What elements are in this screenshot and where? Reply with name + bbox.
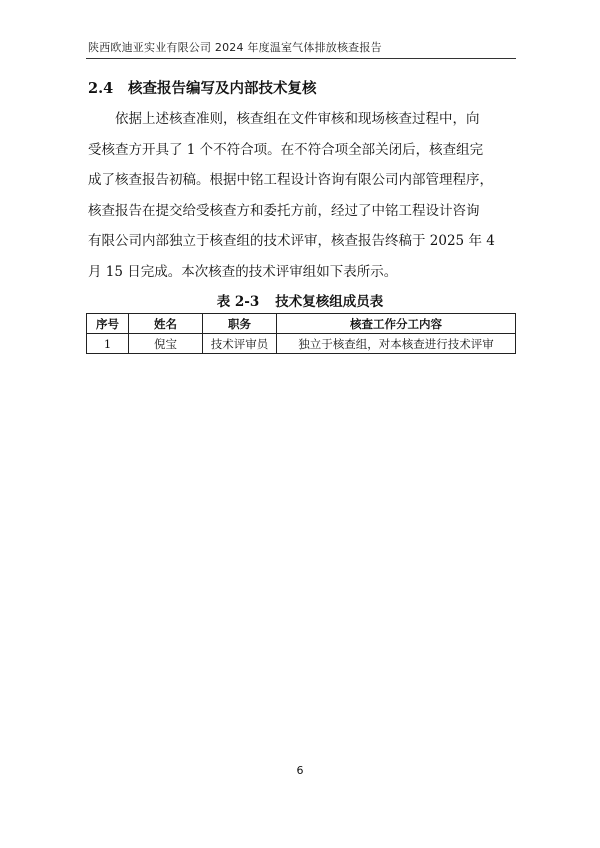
table-caption-title: 技术复核组成员表	[275, 294, 384, 310]
cell-duties: 独立于核查组，对本核查进行技术评审	[277, 334, 516, 354]
cell-index: 1	[87, 334, 129, 354]
section-heading	[88, 77, 317, 98]
table-header-row	[87, 314, 516, 334]
table-caption-number: 表 2-3	[216, 294, 260, 310]
paragraph-line: 核查报告在提交给受核查方和委托方前，经过了中铭工程设计咨询	[88, 202, 480, 219]
column-header-index: 序号	[87, 314, 129, 334]
table-caption	[0, 290, 600, 310]
page-number: 6	[296, 764, 304, 777]
paragraph-line: 月 15 日完成。本次核查的技术评审组如下表所示。	[88, 263, 398, 280]
cell-position: 技术评审员	[203, 334, 277, 354]
paragraph-line: 受核查方开具了 1 个不符合项。在不符合项全部关闭后，核查组完	[88, 141, 484, 158]
header-divider	[86, 58, 516, 59]
review-team-table	[86, 313, 516, 354]
table-row	[87, 334, 516, 354]
section-title: 核查报告编写及内部技术复核	[128, 80, 317, 97]
paragraph-line: 依据上述核查准则，核查组在文件审核和现场核查过程中，向	[88, 111, 480, 127]
running-header: 陕西欧迪亚实业有限公司 2024 年度温室气体排放核查报告	[88, 41, 382, 54]
body-paragraph	[88, 104, 516, 287]
section-number: 2.4	[88, 80, 114, 97]
column-header-name: 姓名	[129, 314, 203, 334]
paragraph-line: 有限公司内部独立于核查组的技术评审，核查报告终稿于 2025 年 4	[88, 233, 495, 249]
cell-name: 倪宝	[129, 334, 203, 354]
column-header-position: 职务	[203, 314, 277, 334]
paragraph-line: 成了核查报告初稿。根据中铭工程设计咨询有限公司内部管理程序，	[88, 172, 493, 188]
column-header-duties: 核查工作分工内容	[277, 314, 516, 334]
